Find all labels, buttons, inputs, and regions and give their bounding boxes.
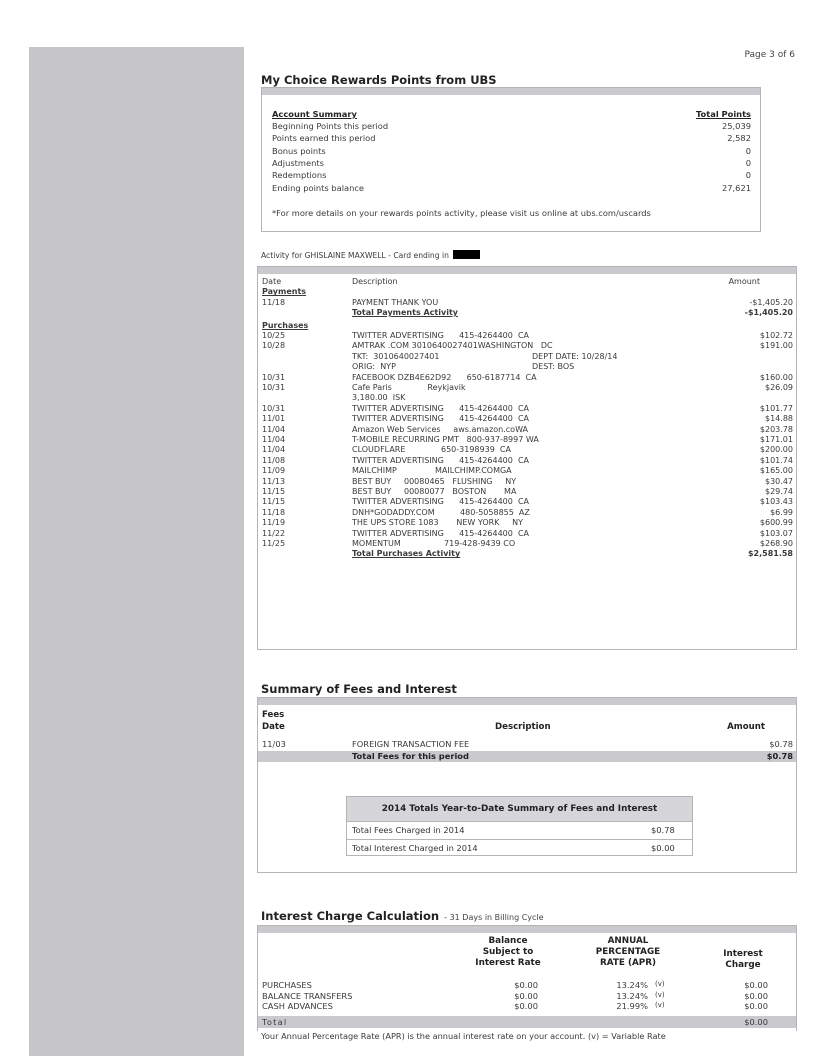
interest-total-label: Total: [262, 1017, 288, 1027]
purchase-row: [258, 341, 796, 351]
purchase-row: [258, 508, 796, 518]
purchase-amount: $171.01: [759, 435, 793, 444]
purchases-total-value: $2,581.58: [747, 549, 793, 559]
interest-row-balance: $0.00: [514, 980, 538, 990]
purchase-row: [258, 373, 796, 383]
purchase-amount: $160.00: [759, 372, 793, 382]
purchase-date: 10/31: [262, 383, 286, 392]
fees-label: Fees: [262, 710, 285, 720]
fees-total-band: [258, 751, 796, 762]
ytd-row-label: Total Interest Charged in 2014: [352, 843, 478, 853]
redaction-block: [453, 250, 480, 259]
purchase-amount: $26.09: [765, 383, 793, 392]
purchase-amount: $29.74: [765, 487, 793, 496]
variable-rate-flag: (v): [655, 1001, 665, 1010]
purchase-date: 11/13: [262, 476, 286, 486]
ytd-row: [347, 821, 692, 839]
activity-box: [257, 266, 797, 650]
header-line: RATE (APR): [599, 958, 657, 968]
purchase-date: 11/04: [262, 445, 286, 455]
purchase-description: TWITTER ADVERTISING 415-4264400 CA: [352, 497, 529, 507]
purchase-amount: $101.77: [759, 403, 793, 413]
purchase-date: 10/25: [262, 331, 286, 340]
purchases-total-label: Total Purchases Activity: [352, 549, 461, 559]
purchase-amount: $165.00: [759, 466, 793, 476]
purchases-total-row: [258, 549, 796, 559]
ytd-row-value: $0.00: [651, 843, 675, 853]
purchase-row: [258, 383, 796, 393]
purchase-date: 11/25: [262, 539, 286, 548]
purchase-date: 11/01: [262, 414, 286, 424]
purchase-description: TWITTER ADVERTISING 415-4264400 CA: [352, 528, 529, 538]
purchase-date: 11/18: [262, 507, 286, 517]
fees-total-label: Total Fees for this period: [352, 751, 469, 761]
purchase-description: BEST BUY 00080077 BOSTON MA: [352, 487, 517, 496]
purchase-description: Cafe Paris Reykjavik: [352, 383, 466, 392]
purchase-row: [258, 331, 796, 341]
purchase-row: [258, 352, 796, 362]
interest-row-balance: $0.00: [514, 990, 538, 1001]
header-line: Interest: [723, 949, 763, 959]
purchase-description: TWITTER ADVERTISING 415-4264400 CA: [352, 403, 529, 413]
purchase-date: 11/08: [262, 455, 286, 465]
payments-section-label: [258, 287, 796, 297]
fee-date: 11/03: [262, 739, 286, 749]
payment-row: [258, 298, 796, 308]
purchase-row: [258, 539, 796, 549]
ytd-row-value: $0.78: [651, 825, 675, 835]
interest-title: Interest Charge Calculation: [261, 909, 440, 923]
purchase-description: T-MOBILE RECURRING PMT 800-937-8997 WA: [352, 435, 539, 444]
fees-title: Summary of Fees and Interest: [261, 682, 457, 696]
ytd-title: 2014 Totals Year-to-Date Summary of Fees and Interest: [347, 797, 692, 821]
interest-total-band: [258, 1016, 796, 1028]
purchase-description: THE UPS STORE 1083 NEW YORK NY: [352, 518, 524, 528]
purchase-amount: $103.07: [759, 528, 793, 538]
points-row-value: 0: [745, 170, 751, 181]
purchase-date: 11/09: [262, 466, 286, 476]
total-points-header: Total Points: [696, 109, 751, 119]
col-amount-header: Amount: [728, 277, 760, 286]
header-line: Charge: [725, 960, 761, 970]
purchase-row: [258, 466, 796, 476]
purchase-row: [258, 435, 796, 445]
page-number: Page 3 of 6: [744, 50, 795, 60]
points-row-value: 27,621: [721, 182, 751, 193]
interest-row-apr: 13.24%: [616, 990, 648, 1001]
col-date-header: Date: [262, 277, 282, 286]
variable-rate-flag: (v): [655, 990, 665, 999]
purchase-row: [258, 456, 796, 466]
payment-date: 11/18: [262, 297, 286, 307]
points-row-label: Bonus points: [272, 145, 326, 156]
purchase-amount: $103.43: [759, 497, 793, 507]
interest-row-apr: 13.24%: [616, 980, 648, 990]
points-row-value: 2,582: [727, 133, 751, 144]
purchase-description-detail: DEST: BOS: [532, 362, 575, 372]
purchase-description: CLOUDFLARE 650-3198939 CA: [352, 445, 511, 455]
purchase-description: TWITTER ADVERTISING 415-4264400 CA: [352, 331, 529, 340]
purchase-date: 11/04: [262, 435, 286, 444]
payments-total-value: -$1,405.20: [744, 308, 793, 318]
ytd-summary-table: [346, 796, 693, 856]
col-description-header: Description: [352, 277, 398, 286]
purchase-row: [258, 487, 796, 497]
purchase-amount: $6.99: [770, 507, 793, 517]
purchase-row: [258, 497, 796, 507]
rewards-title: My Choice Rewards Points from UBS: [261, 73, 497, 87]
purchase-row: [258, 529, 796, 539]
purchase-description: TKT: 3010640027401: [352, 351, 440, 361]
points-row-label: Beginning Points this period: [272, 121, 389, 131]
purchase-date: 10/31: [262, 372, 286, 382]
purchase-amount: $101.74: [759, 455, 793, 465]
purchase-amount: $191.00: [759, 341, 793, 351]
fees-box-bar: [258, 698, 796, 705]
points-row-value: 25,039: [721, 121, 751, 131]
points-row-label: Points earned this period: [272, 133, 376, 144]
col-balance-header: [458, 936, 558, 969]
header-line: Interest Rate: [475, 958, 541, 968]
purchase-description: ORIG: NYP: [352, 362, 396, 372]
purchase-description: DNH*GODADDY.COM 480-5058855 AZ: [352, 507, 530, 517]
header-line: Balance: [488, 936, 528, 946]
fees-col-date: Date: [262, 722, 285, 732]
purchase-date: 11/15: [262, 487, 286, 496]
fee-amount: $0.78: [769, 739, 793, 749]
account-summary-header: Account Summary: [272, 109, 357, 119]
purchase-amount: $600.99: [759, 518, 793, 528]
purchase-row: [258, 425, 796, 435]
purchase-amount: $203.78: [759, 424, 793, 434]
interest-row-charge: $0.00: [744, 980, 768, 990]
purchase-amount: $268.90: [759, 539, 793, 548]
points-row-value: 0: [745, 145, 751, 156]
col-apr-header: [573, 936, 683, 969]
left-margin-band: [29, 47, 244, 1056]
purchase-date: 11/04: [262, 424, 286, 434]
payments-total-label: Total Payments Activity: [352, 308, 458, 318]
points-row-value: 0: [745, 157, 751, 168]
purchase-description: BEST BUY 00080465 FLUSHING NY: [352, 476, 517, 486]
interest-subtitle: - 31 Days in Billing Cycle: [444, 913, 544, 922]
fees-col-desc: Description: [495, 722, 551, 732]
header-line: PERCENTAGE: [595, 947, 661, 957]
rewards-box-bar: [262, 88, 760, 95]
interest-total-value: $0.00: [744, 1017, 768, 1027]
interest-row-charge: $0.00: [744, 990, 768, 1001]
ytd-row: [347, 839, 692, 857]
purchase-date: 10/28: [262, 341, 286, 351]
interest-footnote: Your Annual Percentage Rate (APR) is the annual interest rate on your account. (v) = Variable Rate: [261, 1031, 666, 1041]
purchase-description: Amazon Web Services aws.amazon.coWA: [352, 424, 529, 434]
purchase-date: 11/19: [262, 518, 286, 528]
purchase-amount: $102.72: [759, 331, 793, 340]
purchase-row: [258, 362, 796, 372]
purchase-description: FACEBOOK DZB4E62D92 650-6187714 CA: [352, 372, 537, 382]
payments-label: Payments: [262, 287, 307, 297]
header-line: Subject to: [482, 947, 534, 957]
interest-box-bar: [258, 926, 796, 933]
ytd-row-label: Total Fees Charged in 2014: [352, 825, 465, 835]
interest-box: [257, 925, 797, 1031]
purchase-description: 3,180.00 ISK: [352, 393, 406, 403]
interest-row-charge: $0.00: [744, 1001, 768, 1012]
interest-row-label: BALANCE TRANSFERS: [262, 990, 353, 1001]
interest-row-apr: 21.99%: [616, 1001, 648, 1012]
rewards-note: *For more details on your rewards points activity, please visit us online at ubs.com/uscards: [272, 208, 651, 218]
purchase-description: AMTRAK .COM 3010640027401WASHINGTON DC: [352, 341, 553, 351]
fees-total-value: $0.78: [766, 751, 793, 761]
interest-heading: [261, 905, 544, 924]
purchase-row: [258, 404, 796, 414]
ytd-rows: [347, 821, 692, 857]
purchase-date: 11/22: [262, 528, 286, 538]
purchase-description: TWITTER ADVERTISING 415-4264400 CA: [352, 455, 529, 465]
purchases-section-label: [258, 321, 796, 331]
purchase-row: [258, 414, 796, 424]
purchase-row: [258, 445, 796, 455]
rewards-summary-box: [261, 87, 761, 232]
activity-heading: Activity for GHISLAINE MAXWELL - Card ending in: [261, 250, 480, 261]
variable-rate-flag: (v): [655, 980, 665, 988]
purchase-description: TWITTER ADVERTISING 415-4264400 CA: [352, 414, 529, 424]
purchase-date: 10/31: [262, 403, 286, 413]
purchase-amount: $200.00: [759, 445, 793, 455]
purchase-row: [258, 477, 796, 487]
activity-column-headers: [258, 277, 796, 287]
purchase-description: MAILCHIMP MAILCHIMP.COMGA: [352, 466, 512, 476]
purchases-label: Purchases: [262, 320, 309, 330]
header-line: ANNUAL: [607, 936, 649, 946]
interest-row-label: PURCHASES: [262, 980, 312, 990]
payment-amount: -$1,405.20: [749, 297, 793, 307]
purchase-amount: $14.88: [765, 414, 793, 424]
purchase-description-detail: DEPT DATE: 10/28/14: [532, 351, 618, 361]
purchase-row: [258, 518, 796, 528]
purchase-description: MOMENTUM 719-428-9439 CO: [352, 539, 516, 548]
payments-total-row: [258, 308, 796, 318]
purchase-amount: $30.47: [765, 476, 793, 486]
purchase-row: [258, 393, 796, 403]
points-row-label: Redemptions: [272, 170, 327, 181]
fees-col-amount: Amount: [727, 722, 765, 732]
purchase-date: 11/15: [262, 497, 286, 507]
col-charge-header: [703, 949, 783, 971]
points-row-label: Ending points balance: [272, 182, 365, 193]
interest-row-label: CASH ADVANCES: [262, 1001, 333, 1012]
interest-row-balance: $0.00: [514, 1001, 538, 1012]
activity-box-bar: [258, 267, 796, 274]
payment-description: PAYMENT THANK YOU: [352, 297, 439, 307]
points-row-label: Adjustments: [272, 157, 324, 168]
fee-description: FOREIGN TRANSACTION FEE: [352, 739, 470, 749]
